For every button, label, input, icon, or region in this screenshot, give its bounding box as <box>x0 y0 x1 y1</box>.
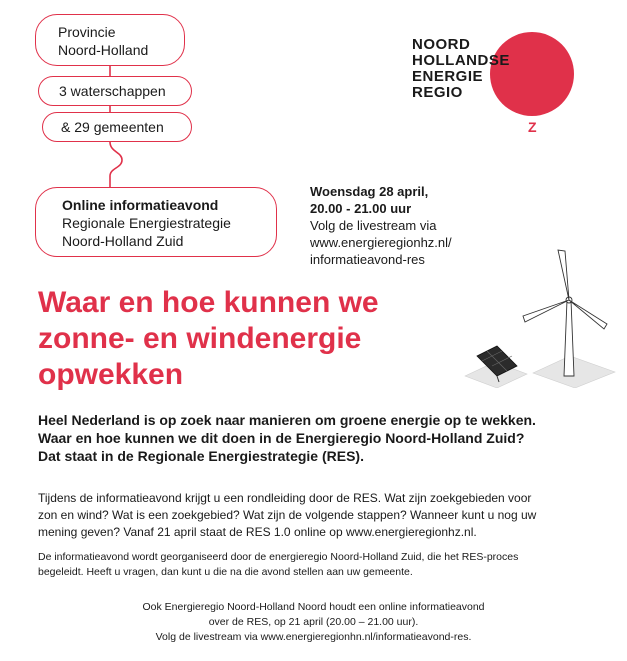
body-paragraph-1 <box>38 490 613 541</box>
event-line-2: Regionale Energiestrategie <box>62 215 231 231</box>
logo-line-2: HOLLANDSE <box>412 52 510 69</box>
body1-line-1: Tijdens de informatieavond krijgt u een rondleiding door de RES. Wat zijn zoekgebieden voor <box>38 491 532 505</box>
event-line-3: Noord-Holland Zuid <box>62 233 184 249</box>
pill-waterschappen <box>38 76 192 106</box>
title-line-2: zonne- en windenergie <box>38 322 362 355</box>
title-line-3: opwekken <box>38 358 184 391</box>
body2-line-1: De informatieavond wordt georganiseerd door de energieregio Noord-Holland Zuid, die het RES-proces <box>38 551 519 563</box>
province-line-1: Provincie <box>58 24 116 40</box>
province-line-2: Noord-Holland <box>58 42 149 58</box>
footer-line-2: over de RES, op 21 april (20.00 – 21.00 uur). <box>208 616 419 628</box>
event-date: Woensdag 28 april, <box>310 184 429 199</box>
footer-line-3: Volg de livestream via www.energieregionhn.nl/informatieavond-res. <box>155 631 472 643</box>
pill-gemeenten <box>42 112 192 142</box>
body-paragraph-2 <box>38 550 613 580</box>
intro-line-3: Dat staat in de Regionale Energiestrategie (RES). <box>38 448 364 464</box>
pill-province <box>35 14 185 66</box>
logo-text <box>412 37 510 101</box>
event-time: 20.00 - 21.00 uur <box>310 201 412 216</box>
pill-event <box>35 187 277 257</box>
intro-paragraph <box>38 411 613 465</box>
logo-line-4: REGIO <box>412 84 463 101</box>
livestream-url-2[interactable]: informatieavond-res <box>310 252 425 267</box>
footer-line-1: Ook Energieregio Noord-Holland Noord houdt een online informatieavond <box>142 601 485 613</box>
livestream-label: Volg de livestream via <box>310 218 437 233</box>
title-line-1: Waar en hoe kunnen we <box>38 286 379 319</box>
body1-line-2: zon en wind? Wat is een zoekgebied? Wat zijn de volgende stappen? Wanneer kunt u nog uw <box>38 508 537 522</box>
date-block <box>310 183 452 268</box>
intro-line-1: Heel Nederland is op zoek naar manieren om groene energie op te wekken. <box>38 412 536 428</box>
body1-line-3: mening geven? Vanaf 21 april staat de RES 1.0 online op www.energieregionhz.nl. <box>38 525 477 539</box>
footer-note <box>0 600 627 645</box>
logo-mark: Z <box>528 119 537 135</box>
wind-solar-illustration <box>455 248 620 388</box>
body2-line-2: begeleidt. Heeft u vragen, dan kunt u die na die avond stellen aan uw gemeente. <box>38 566 413 578</box>
event-title: Online informatieavond <box>62 197 219 213</box>
intro-line-2: Waar en hoe kunnen we dit doen in de Energieregio Noord-Holland Zuid? <box>38 430 525 446</box>
gemeenten-label: & 29 gemeenten <box>61 119 164 135</box>
logo-line-3: ENERGIE <box>412 68 484 85</box>
page-title <box>38 285 478 393</box>
waterschappen-label: 3 waterschappen <box>59 83 166 99</box>
livestream-url-1[interactable]: www.energieregionhz.nl/ <box>310 235 452 250</box>
wind-turbine-icon <box>523 250 607 376</box>
logo-line-1: NOORD <box>412 36 471 53</box>
